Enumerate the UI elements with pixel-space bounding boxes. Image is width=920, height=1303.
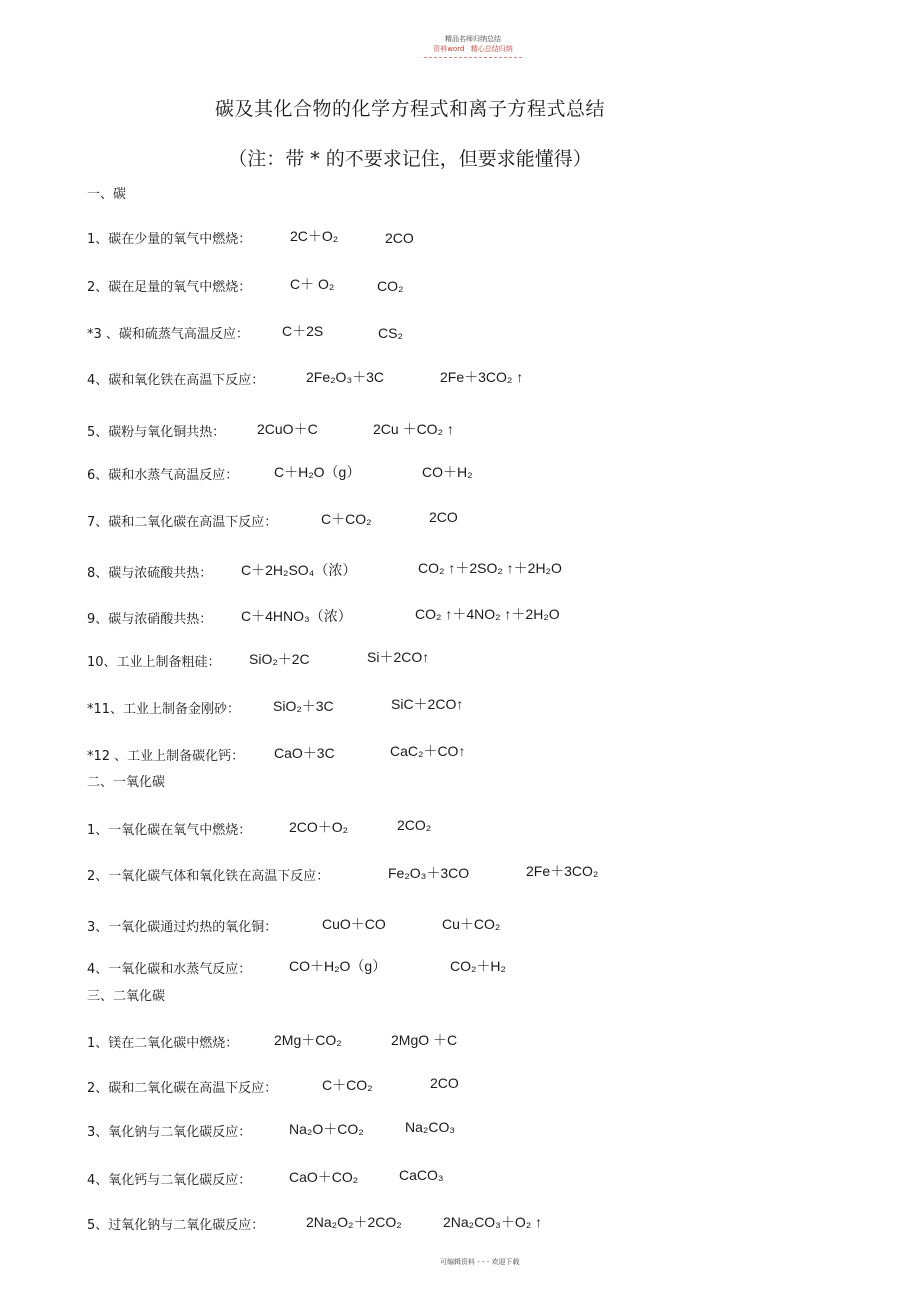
products: CaC₂＋CO↑ <box>390 743 466 759</box>
products: CO₂＋H₂ <box>450 958 506 974</box>
reactants: 2CO＋O₂ <box>289 819 349 835</box>
reactants: 2CuO＋C <box>257 421 318 437</box>
reactants: C＋H₂O（g） <box>274 464 361 480</box>
header-line1: 精品名师归纳总结 <box>445 35 501 43</box>
equation-row <box>87 954 887 978</box>
products: CS₂ <box>378 325 403 341</box>
products: Na₂CO₃ <box>405 1119 456 1135</box>
products: Cu＋CO₂ <box>442 916 501 932</box>
reactants: 2Na₂O₂＋2CO₂ <box>306 1214 402 1230</box>
reaction-label: 4、碳和氧化铁在高温下反应： <box>87 373 265 388</box>
equation-row <box>87 815 887 839</box>
reaction-label: *11、工业上制备金刚砂： <box>87 702 241 717</box>
equation-row <box>87 558 887 582</box>
reaction-label: 4、一氧化碳和水蒸气反应： <box>87 962 252 977</box>
reactants: C＋2S <box>282 323 324 339</box>
reactants: C＋ O₂ <box>290 276 335 292</box>
products: SiC＋2CO↑ <box>391 696 464 712</box>
header-right: 精心总结归纳 <box>470 45 513 53</box>
equation-row <box>87 912 887 936</box>
header-divider <box>424 57 522 58</box>
reaction-label: 2、碳在足量的氧气中燃烧： <box>87 280 252 295</box>
equation-row <box>87 319 887 343</box>
page-footer: 可编辑资料 - - - 欢迎下载 <box>440 1258 520 1266</box>
products: 2CO <box>429 509 458 525</box>
reactants: C＋CO₂ <box>321 511 372 527</box>
reaction-label: 1、镁在二氧化碳中燃烧： <box>87 1036 239 1051</box>
reaction-label: 7、碳和二氧化碳在高温下反应： <box>87 515 278 530</box>
reaction-label: 1、一氧化碳在氧气中燃烧： <box>87 823 252 838</box>
reactants: 2Mg＋CO₂ <box>274 1032 342 1048</box>
equation-row <box>87 647 887 671</box>
reactants: SiO₂＋2C <box>249 651 310 667</box>
reaction-label: 6、碳和水蒸气高温反应： <box>87 468 239 483</box>
reactants: SiO₂＋3C <box>273 698 334 714</box>
equation-row <box>87 741 887 765</box>
products: 2MgO ＋C <box>391 1032 458 1048</box>
reaction-label: 2、碳和二氧化碳在高温下反应： <box>87 1081 278 1096</box>
products: CO₂ <box>377 278 404 294</box>
equation-row <box>87 1117 887 1141</box>
products: CaCO₃ <box>399 1167 444 1183</box>
equation-row <box>87 1073 887 1097</box>
reaction-label: 8、碳与浓硫酸共热： <box>87 566 213 581</box>
products: 2CO <box>385 230 414 246</box>
reaction-label: 5、碳粉与氧化铜共热： <box>87 425 226 440</box>
reactants: 2Fe₂O₃＋3C <box>306 369 385 385</box>
reaction-label: *3 、碳和硫蒸气高温反应： <box>87 327 249 342</box>
page-header <box>418 34 528 58</box>
equation-row <box>87 365 887 389</box>
products: Si＋2CO↑ <box>367 649 430 665</box>
reactants: CuO＋CO <box>322 916 386 932</box>
equation-row <box>87 694 887 718</box>
reactants: CaO＋CO₂ <box>289 1169 359 1185</box>
products: 2Na₂CO₃＋O₂ ↑ <box>443 1214 543 1230</box>
reactants: Fe₂O₃＋3CO <box>388 865 470 881</box>
reactants: CaO＋3C <box>274 745 335 761</box>
equation-row <box>87 417 887 441</box>
reactants: C＋2H₂SO₄（浓） <box>241 562 357 578</box>
equation-row <box>87 861 887 885</box>
header-left: 资料word <box>433 45 465 53</box>
reaction-label: *12 、工业上制备碳化钙： <box>87 749 245 764</box>
page-title: 碳及其化合物的化学方程式和离子方程式总结 <box>214 98 605 120</box>
header-line2 <box>418 44 528 54</box>
reaction-label: 1、碳在少量的氧气中燃烧： <box>87 232 252 247</box>
equation-row <box>87 460 887 484</box>
products: 2Fe＋3CO₂ <box>526 863 599 879</box>
products: CO₂ ↑＋2SO₂ ↑＋2H₂O <box>418 560 562 576</box>
section-heading: 三、二氧化碳 <box>87 989 166 1004</box>
products: 2Cu ＋CO₂ ↑ <box>373 421 454 437</box>
page-subtitle: （注：带 * 的不要求记住，但要求能懂得） <box>228 148 592 170</box>
reaction-label: 4、氧化钙与二氧化碳反应： <box>87 1173 252 1188</box>
equation-row <box>87 1165 887 1189</box>
equation-row <box>87 224 887 248</box>
products: CO＋H₂ <box>422 464 473 480</box>
reaction-label: 9、碳与浓硝酸共热： <box>87 612 213 627</box>
reactants: Na₂O＋CO₂ <box>289 1121 364 1137</box>
reaction-label: 10、工业上制备粗硅： <box>87 655 221 670</box>
reactants: C＋CO₂ <box>322 1077 373 1093</box>
products: 2CO <box>430 1075 459 1091</box>
section-heading: 一、碳 <box>87 187 127 202</box>
equation-row <box>87 507 887 531</box>
equation-row <box>87 1028 887 1052</box>
equation-row <box>87 604 887 628</box>
equation-row <box>87 272 887 296</box>
reaction-label: 3、一氧化碳通过灼热的氧化铜： <box>87 920 278 935</box>
section-heading: 二、一氧化碳 <box>87 775 166 790</box>
reactants: CO＋H₂O（g） <box>289 958 387 974</box>
reaction-label: 3、氧化钠与二氧化碳反应： <box>87 1125 252 1140</box>
reaction-label: 2、一氧化碳气体和氧化铁在高温下反应： <box>87 869 330 884</box>
equation-row <box>87 1210 887 1234</box>
products: CO₂ ↑＋4NO₂ ↑＋2H₂O <box>415 606 560 622</box>
products: 2CO₂ <box>397 817 432 833</box>
products: 2Fe＋3CO₂ ↑ <box>440 369 524 385</box>
reactants: C＋4HNO₃（浓） <box>241 608 352 624</box>
reaction-label: 5、过氧化钠与二氧化碳反应： <box>87 1218 265 1233</box>
reactants: 2C＋O₂ <box>290 228 339 244</box>
